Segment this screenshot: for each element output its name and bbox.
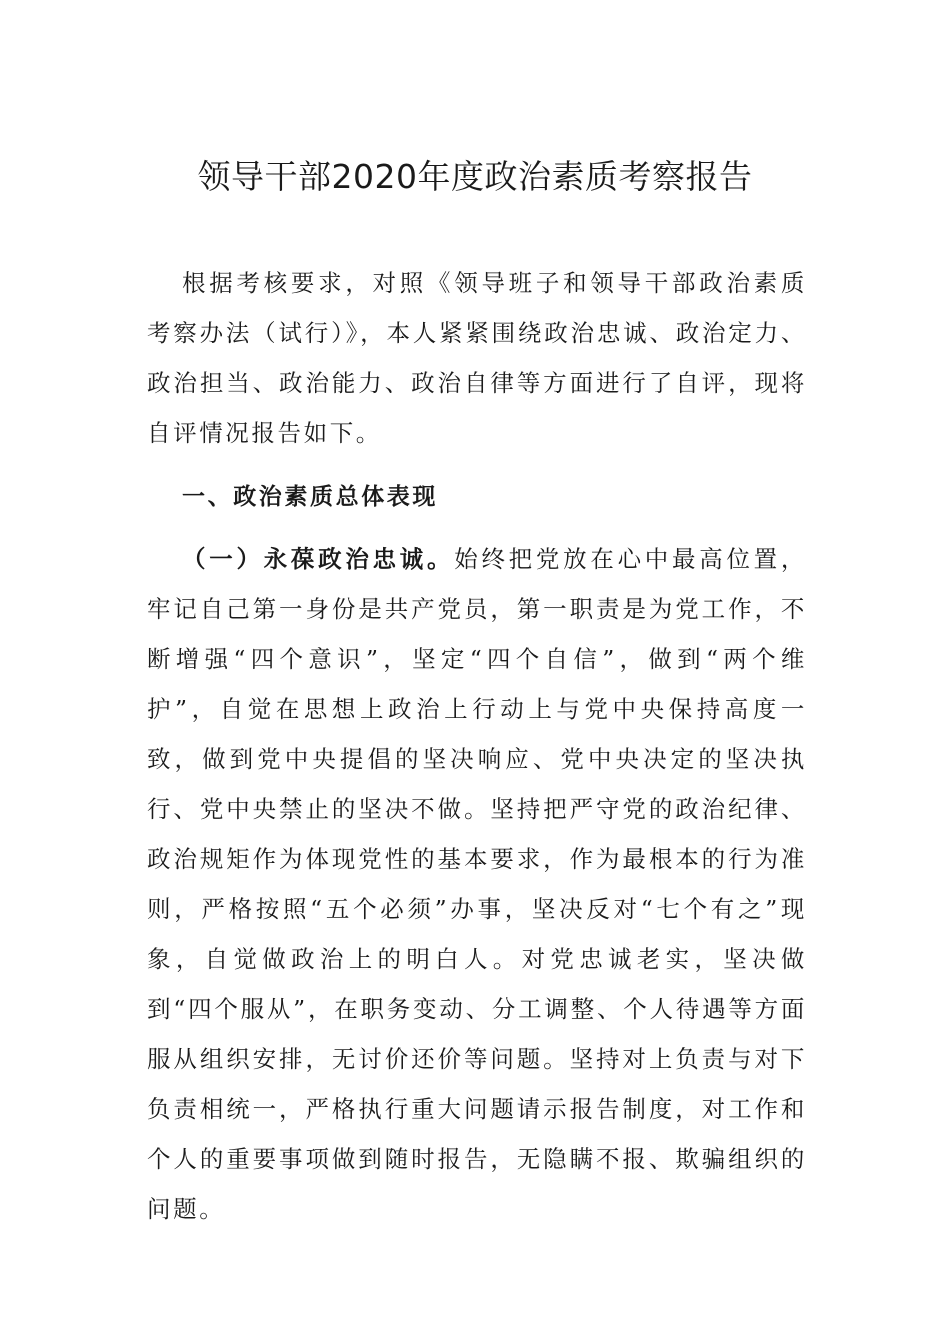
subsection-paragraph: [147, 534, 807, 1234]
section-heading: 一、政治素质总体表现: [182, 484, 438, 510]
document-title: 领导干部2020年度政治素质考察报告: [197, 157, 753, 196]
intro-paragraph: 根据考核要求，对照《领导班子和领导干部政治素质考察办法（试行）》，本人紧紧围绕政治忠诚、政治定力、政治担当、政治能力、政治自律等方面进行了自评，现将自评情况报告如下。: [147, 269, 807, 447]
subsection-heading: （一）永葆政治忠诚。: [182, 545, 455, 573]
subsection-text: 始终把党放在心中最高位置，牢记自己第一身份是共产党员，第一职责是为党工作，不断增强“四个意识”，坚定“四个自信”，做到“两个维护”，自觉在思想上政治上行动上与党中央保持高度一致，做到党中央提倡的坚决响应、党中央决定的坚决执行、党中央禁止的坚决不做。坚持把严守党的政治纪律、政治规矩作为体现党性的基本要求，作为最根本的行为准则，严格按照“五个必须”办事，坚决反对“七个有之”现象，自觉做政治上的明白人。对党忠诚老实，坚决做到“四个服从”，在职务变动、分工调整、个人待遇等方面服从组织安排，无讨价还价等问题。坚持对上负责与对下负责相统一，严格执行重大问题请示报告制度，对工作和个人的重要事项做到随时报告，无隐瞒不报、欺骗组织的问题。: [147, 545, 807, 1223]
